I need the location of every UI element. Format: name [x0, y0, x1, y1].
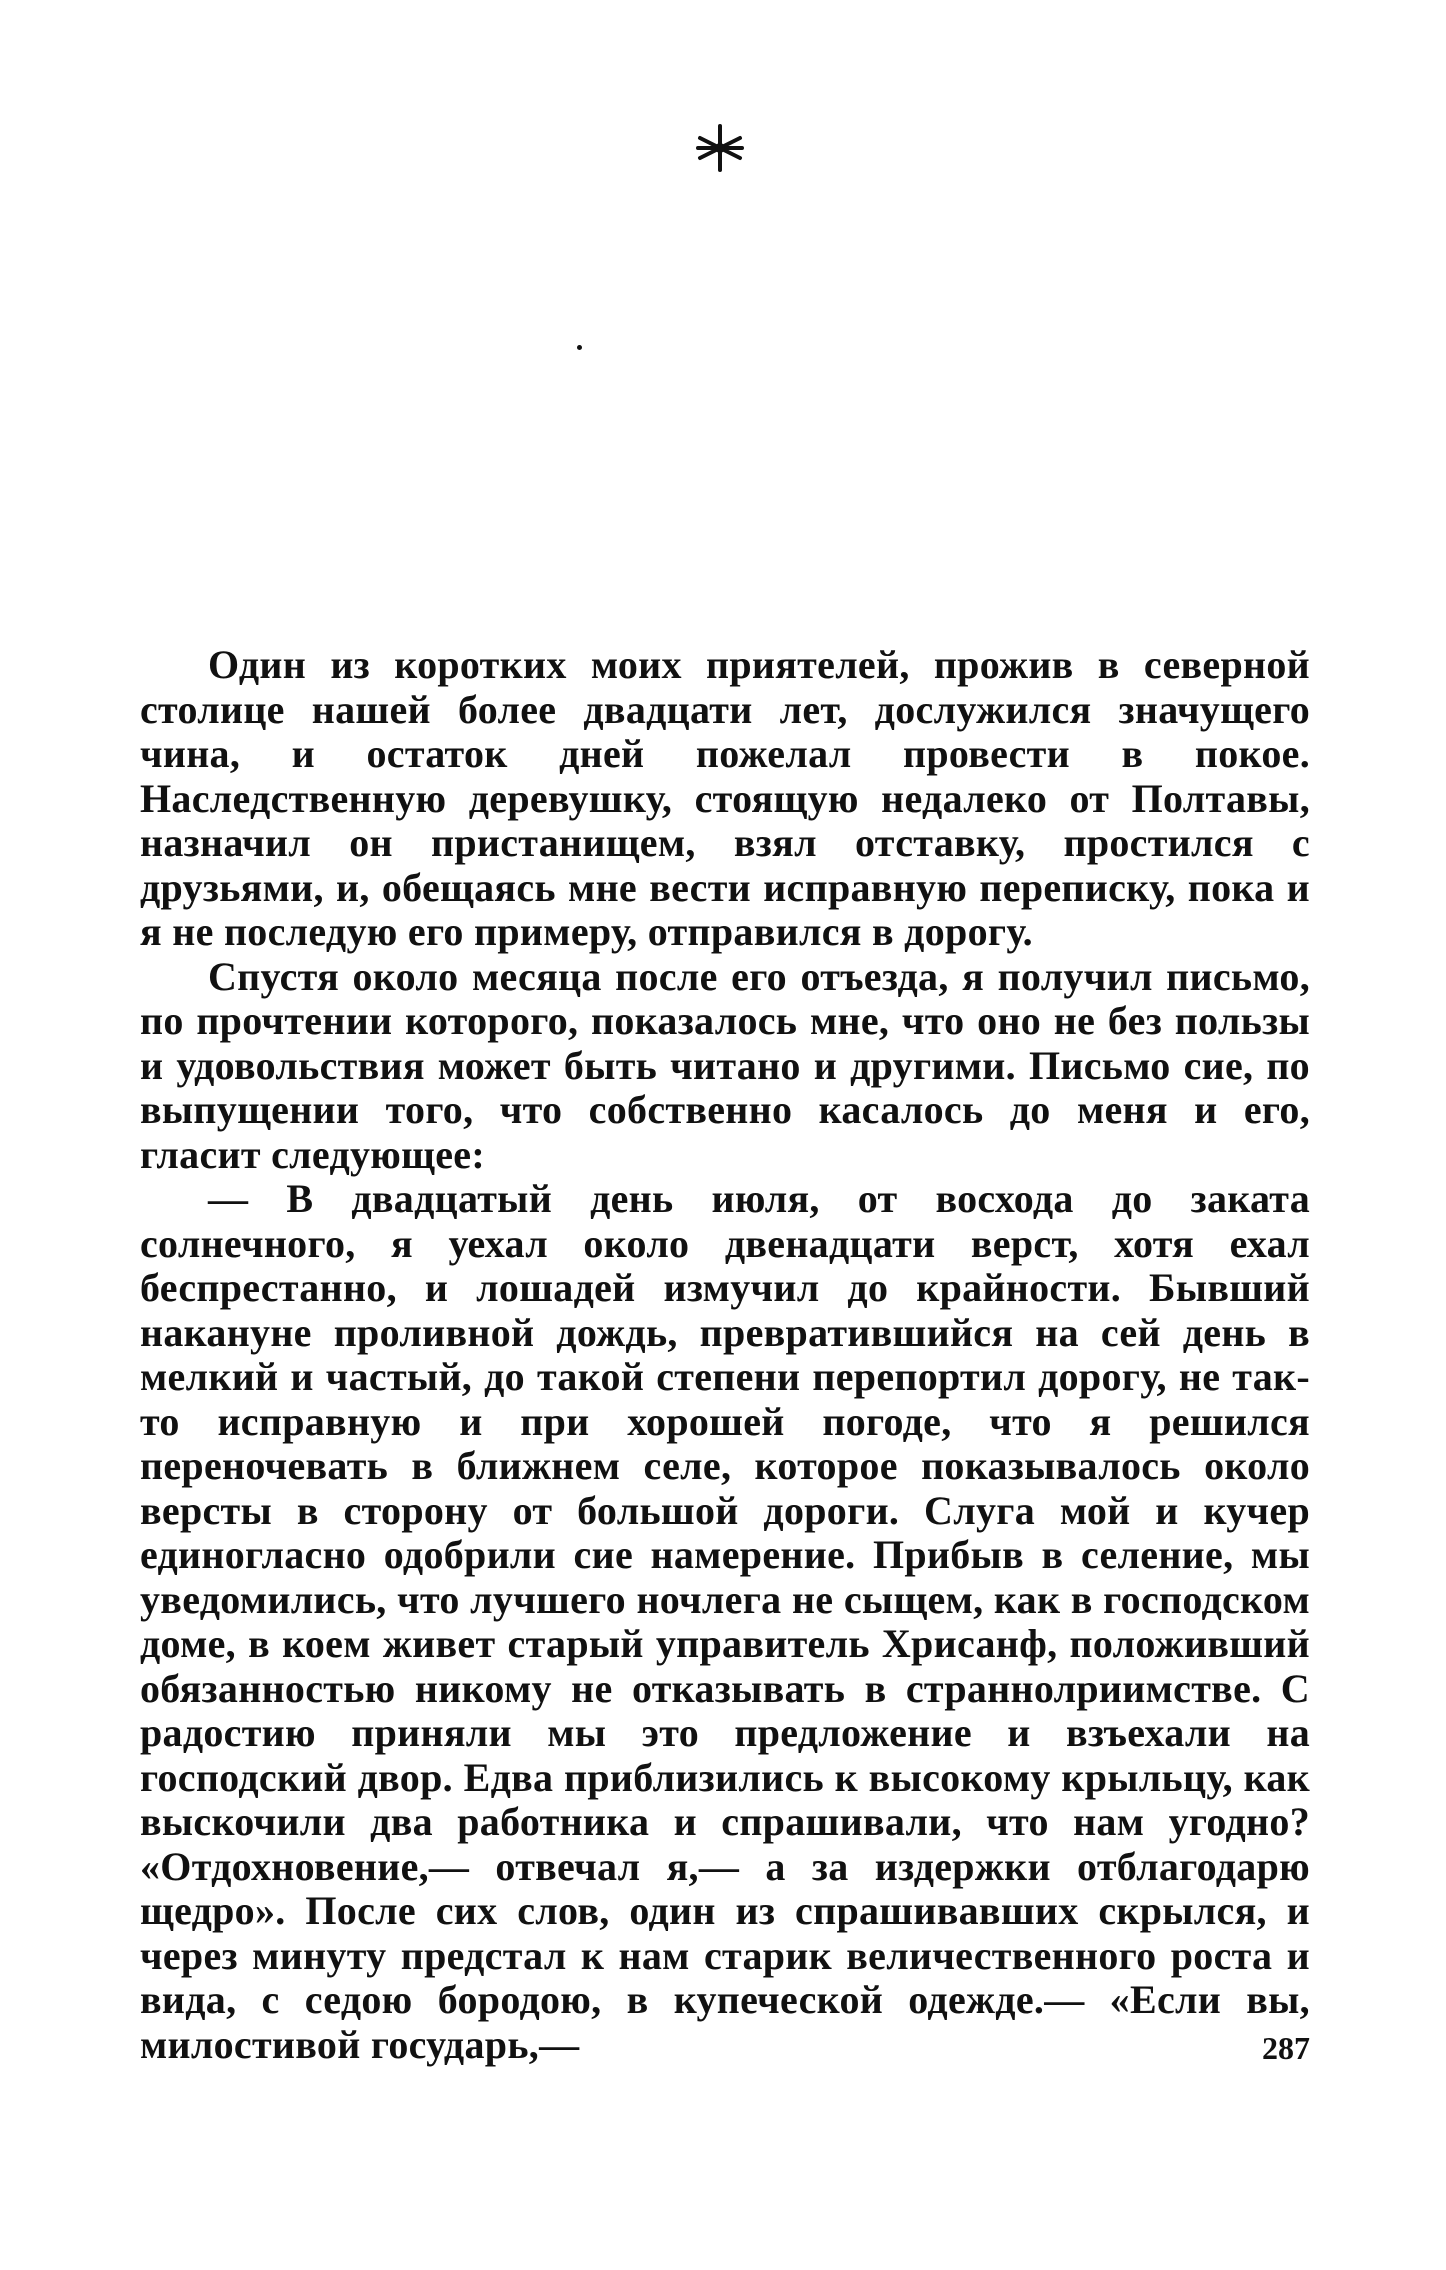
paragraph-3: — В двадцатый день июля, от восхода до заката солнечного, я уехал около двенадцати верст, хотя ехал беспрестанно, и лошадей измучил до крайности. Бывший накануне проливной дождь, превратившийся на сей день в мелкий и частый, до такой степени перепортил дорогу, не так-то исправную и при хорошей погоде, что я решился переночевать в ближнем селе, которое показывалось около версты в сторону от большой дороги. Слуга мой и кучер единогласно одобрили сие намерение. Прибыв в селение, мы уведомились, что лучшего ночлега не сыщем, как в господском доме, в коем живет старый управитель Хрисанф, положивший обязанностью никому не отказывать в страннолриимстве. С радостию приняли мы это предложение и взъехали на господский двор. Едва приблизились к высокому крыльцу, как выскочили два работника и спрашивали, что нам угодно? «Отдохновение,— отвечал я,— а за издержки отблагодарю щедро». После сих слов, один из спрашивавших скрылся, и через минуту предстал к нам старик величественного роста и вида, с седою бородою, в купеческой одежде.— «Если вы, милостивой государь,—	[140, 1176, 1310, 2067]
page-number: 287	[1262, 2030, 1310, 2066]
asterisk-ornament-icon	[690, 118, 750, 178]
body-text	[140, 643, 1310, 2067]
stray-dot	[577, 345, 582, 350]
paragraph-1: Один из коротких моих приятелей, прожив в северной столице нашей более двадцати лет, дослужился значущего чина, и остаток дней пожелал провести в покое. Наследственную деревушку, стоящую недалеко от Полтавы, назначил он пристанищем, взял отставку, простился с друзьями, и, обещаясь мне вести исправную переписку, пока и я не последую его примеру, отправился в дорогу.	[140, 642, 1310, 954]
paragraph-2: Спустя около месяца после его отъезда, я получил письмо, по прочтении которого, показалось мне, что оно не без пользы и удовольствия может быть читано и другими. Письмо сие, по выпущении того, что собственно касалось до меня и его, гласит следующее:	[140, 953, 1310, 1177]
